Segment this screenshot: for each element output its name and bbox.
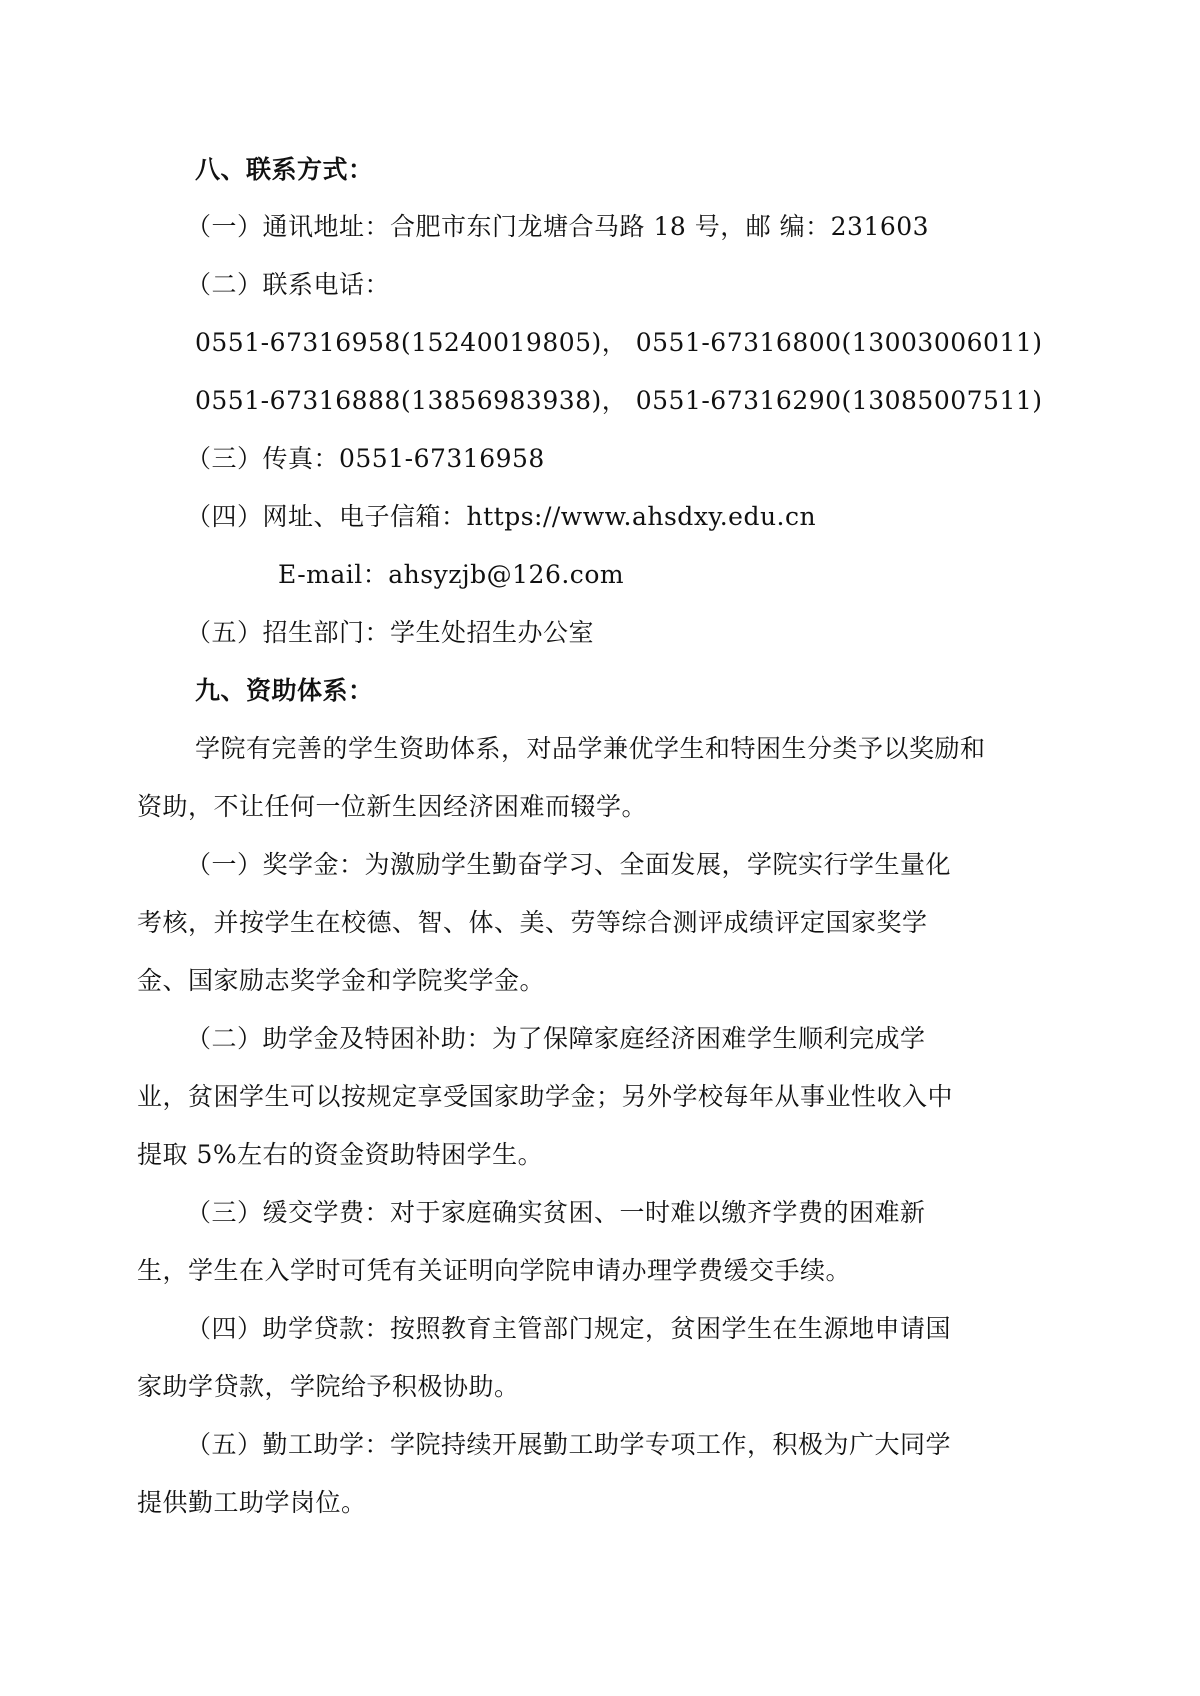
deferral-line-1: （三）缓交学费：对于家庭确实贫困、一时难以缴齐学费的困难新 bbox=[186, 1198, 926, 1227]
contact-phones-row1: 0551-67316958(15240019805)， 0551-67316800(13003006011) bbox=[195, 328, 1043, 357]
work-study-line-2: 提供勤工助学岗位。 bbox=[137, 1488, 367, 1517]
contact-email: E-mail：ahsyzjb@126.com bbox=[278, 560, 625, 589]
grant-line-2: 业，贫困学生可以按规定享受国家助学金；另外学校每年从事业性收入中 bbox=[137, 1082, 954, 1111]
scholarship-line-2: 考核，并按学生在校德、智、体、美、劳等综合测评成绩评定国家奖学 bbox=[137, 908, 928, 937]
contact-website: （四）网址、电子信箱：https://www.ahsdxy.edu.cn bbox=[186, 502, 817, 531]
scholarship-line-1: （一）奖学金：为激励学生勤奋学习、全面发展，学院实行学生量化 bbox=[186, 850, 952, 879]
contact-department: （五）招生部门：学生处招生办公室 bbox=[186, 618, 595, 647]
loan-line-2: 家助学贷款，学院给予积极协助。 bbox=[137, 1372, 520, 1401]
loan-line-1: （四）助学贷款：按照教育主管部门规定，贫困学生在生源地申请国 bbox=[186, 1314, 952, 1343]
contact-phones-row2: 0551-67316888(13856983938)， 0551-67316290(13085007511) bbox=[195, 386, 1043, 415]
contact-fax: （三）传真：0551-67316958 bbox=[186, 444, 545, 473]
scholarship-line-3: 金、国家励志奖学金和学院奖学金。 bbox=[137, 966, 546, 995]
contact-phone-label: （二）联系电话： bbox=[186, 270, 391, 299]
aid-intro-line-2: 资助，不让任何一位新生因经济困难而辍学。 bbox=[137, 792, 648, 821]
contact-address: （一）通讯地址：合肥市东门龙塘合马路 18 号，邮 编：231603 bbox=[186, 212, 930, 241]
grant-line-3: 提取 5%左右的资金资助特困学生。 bbox=[137, 1140, 544, 1169]
grant-line-1: （二）助学金及特困补助：为了保障家庭经济困难学生顺利完成学 bbox=[186, 1024, 926, 1053]
deferral-line-2: 生，学生在入学时可凭有关证明向学院申请办理学费缓交手续。 bbox=[137, 1256, 852, 1285]
work-study-line-1: （五）勤工助学：学院持续开展勤工助学专项工作，积极为广大同学 bbox=[186, 1430, 952, 1459]
aid-intro-line-1: 学院有完善的学生资助体系，对品学兼优学生和特困生分类予以奖励和 bbox=[195, 734, 986, 763]
section8-heading: 八、联系方式： bbox=[195, 155, 374, 184]
section9-heading: 九、资助体系： bbox=[195, 676, 374, 705]
